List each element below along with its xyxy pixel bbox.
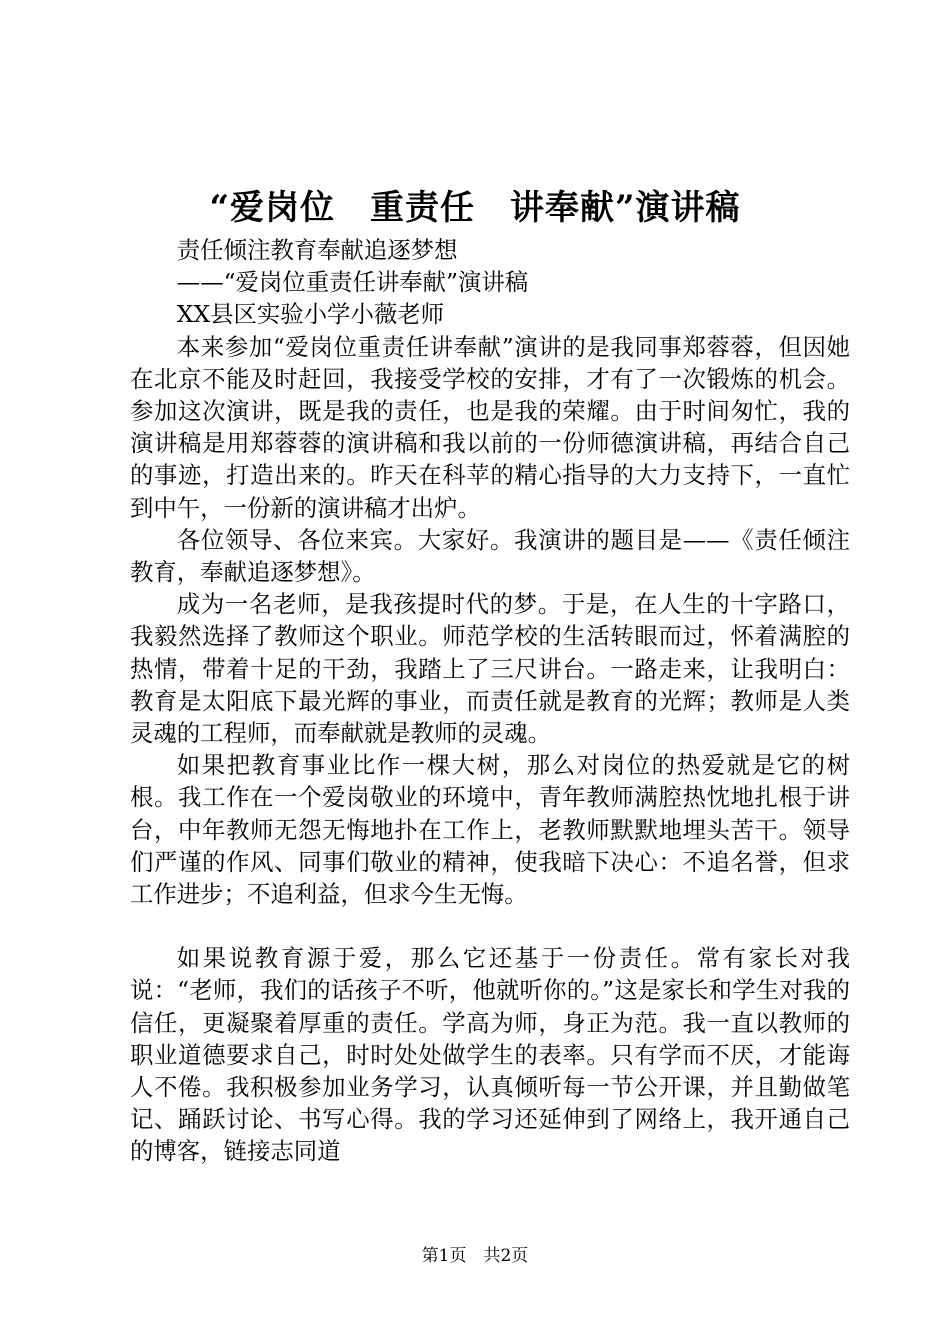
paragraph: 本来参加“爱岗位重责任讲奉献”演讲的是我同事郑蓉蓉，但因她在北京不能及时赶回，我接受学校的安排，才有了一次锻炼的机会。参加这次演讲，既是我的责任，也是我的荣耀。由于时间匆忙，我的演讲稿是用郑蓉蓉的演讲稿和我以前的一份师德演讲稿，再结合自己的事迹，打造出来的。昨天在科苹的精心指导的大力支持下，一直忙到中午，一份新的演讲稿才出炉。: [130, 332, 850, 522]
subtitle-line: ——“爱岗位重责任讲奉献”演讲稿: [176, 268, 529, 297]
paragraph: 如果说教育源于爱，那么它还基于一份责任。常有家长对我说：“老师，我们的话孩子不听，他就听你的。”这是家长和学生对我的信任，更凝聚着厚重的责任。学高为师，身正为范。我一直以教师的职业道德要求自己，时时处处做学生的表率。只有学而不厌，才能诲人不倦。我积极参加业务学习，认真倾听每一节公开课，并且勤做笔记、踊跃讨论、书写心得。我的学习还延伸到了网络上，我开通自己的博客，链接志同道: [130, 944, 850, 1166]
paragraph: 成为一名老师，是我孩提时代的梦。于是，在人生的十字路口，我毅然选择了教师这个职业。师范学校的生活转眼而过，怀着满腔的热情，带着十足的干劲，我踏上了三尺讲台。一路走来，让我明白：教育是太阳底下最光辉的事业，而责任就是教育的光辉；教师是人类灵魂的工程师，而奉献就是教师的灵魂。: [130, 590, 850, 748]
author-line: XX县区实验小学小薇老师: [176, 300, 445, 329]
paragraph: 如果把教育事业比作一棵大树，那么对岗位的热爱就是它的树根。我工作在一个爱岗敬业的环境中，青年教师满腔热忱地扎根于讲台，中年教师无怨无悔地扑在工作上，老教师默默地埋头苦干。领导们严谨的作风、同事们敬业的精神，使我暗下决心：不追名誉，但求工作进步；不追利益，但求今生无悔。: [130, 751, 850, 909]
page-footer: 第1页 共2页: [421, 1246, 529, 1266]
paragraph: 各位领导、各位来宾。大家好。我演讲的题目是——《责任倾注教育，奉献追逐梦想》。: [130, 525, 850, 587]
document-body: [130, 234, 850, 1168]
subtitle-line: 责任倾注教育奉献追逐梦想: [176, 236, 458, 264]
document-title: “爱岗位 重责任 讲奉献”演讲稿: [209, 188, 741, 228]
